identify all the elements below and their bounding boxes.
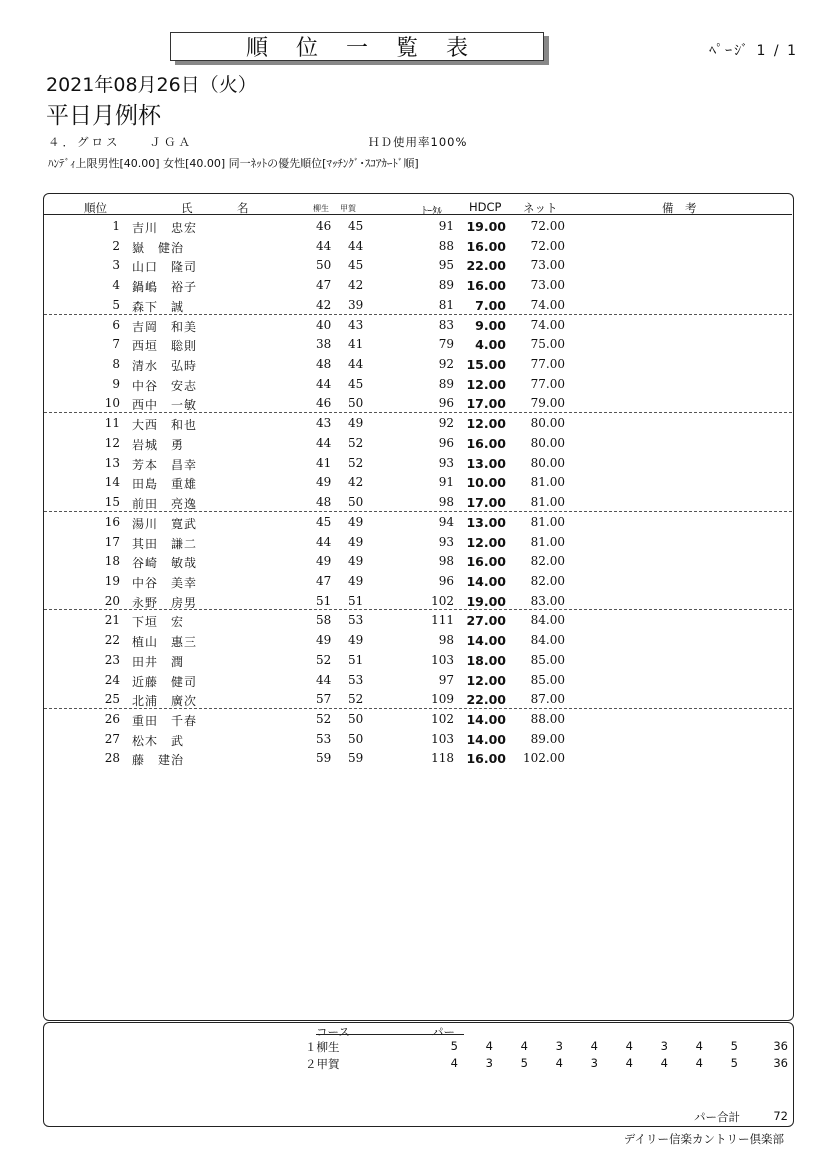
row-total: 96 — [438, 573, 454, 588]
row-hdcp: 18.00 — [466, 652, 506, 668]
row-rank: 18 — [104, 554, 120, 569]
row-name: 吉岡 和美 — [132, 319, 198, 334]
row-net: 75.00 — [530, 337, 565, 352]
row-yagyu-score: 45 — [316, 514, 332, 529]
row-koka-score: 39 — [348, 297, 364, 312]
par-header: パー — [432, 1025, 455, 1039]
row-rank: 10 — [104, 396, 120, 411]
row-rank: 7 — [112, 337, 120, 352]
row-rank: 11 — [104, 416, 120, 431]
table-row — [44, 571, 792, 591]
row-total: 95 — [438, 258, 454, 273]
table-row — [44, 413, 792, 433]
row-total: 92 — [438, 357, 454, 372]
row-name: 鍋嶋 裕子 — [132, 280, 198, 295]
row-hdcp: 12.00 — [466, 416, 506, 432]
row-net: 84.00 — [530, 613, 565, 628]
row-rank: 4 — [112, 278, 120, 293]
table-row — [44, 275, 792, 295]
hole-par: 4 — [555, 1056, 563, 1070]
row-name: 近藤 健司 — [132, 674, 198, 689]
row-total: 103 — [431, 652, 454, 667]
row-yagyu-score: 49 — [316, 554, 332, 569]
row-hdcp: 14.00 — [466, 573, 506, 589]
row-rank: 5 — [112, 297, 120, 312]
col-total-header: ﾄｰﾀﾙ — [422, 206, 442, 217]
row-total: 83 — [438, 317, 454, 332]
table-row — [44, 255, 792, 275]
row-yagyu-score: 57 — [316, 692, 332, 707]
row-rank: 2 — [112, 238, 120, 253]
table-row — [44, 591, 792, 611]
table-row — [44, 433, 792, 453]
row-yagyu-score: 49 — [316, 475, 332, 490]
row-rank: 16 — [104, 514, 120, 529]
hole-par: 4 — [485, 1039, 493, 1053]
row-yagyu-score: 46 — [316, 219, 332, 233]
row-koka-score: 42 — [348, 475, 364, 490]
row-name: 田井 潤 — [132, 654, 185, 669]
row-koka-score: 42 — [348, 278, 364, 293]
row-rank: 15 — [104, 495, 120, 510]
row-total: 102 — [431, 712, 454, 726]
par-total-value: 72 — [773, 1109, 788, 1123]
row-name: 山口 隆司 — [132, 260, 198, 275]
row-name: 岩城 勇 — [132, 437, 185, 452]
row-net: 82.00 — [530, 573, 565, 588]
table-row — [44, 216, 792, 236]
row-rank: 3 — [112, 258, 120, 273]
row-hdcp: 16.00 — [466, 751, 506, 767]
hole-par: 4 — [695, 1039, 703, 1053]
row-name: 湯川 寛武 — [132, 516, 198, 531]
row-net: 80.00 — [530, 435, 565, 450]
col-net-header: ネット — [523, 201, 558, 215]
row-yagyu-score: 52 — [316, 712, 332, 726]
competition-name: 平日月例杯 — [46, 103, 161, 129]
course-header: コース — [316, 1025, 350, 1039]
row-koka-score: 45 — [348, 258, 364, 273]
row-koka-score: 49 — [348, 633, 364, 648]
hole-par: 5 — [450, 1039, 458, 1053]
hole-par: 4 — [695, 1056, 703, 1070]
row-name: 森下 誠 — [132, 299, 185, 314]
row-net: 77.00 — [530, 357, 565, 372]
row-total: 111 — [431, 613, 454, 628]
table-row — [44, 393, 792, 413]
hole-par: 4 — [625, 1039, 633, 1053]
row-yagyu-score: 51 — [316, 593, 332, 608]
row-rank: 27 — [104, 731, 120, 746]
row-hdcp: 13.00 — [466, 514, 506, 530]
row-yagyu-score: 43 — [316, 416, 332, 431]
row-total: 96 — [438, 396, 454, 411]
row-rank: 21 — [104, 613, 120, 628]
hd-usage-rate: ＨＤ使用率100% — [368, 135, 468, 149]
row-yagyu-score: 48 — [316, 495, 332, 510]
course-par-total: 36 — [773, 1056, 788, 1070]
row-koka-score: 49 — [348, 416, 364, 431]
page-number: ﾍﾟｰｼﾞ 1 / 1 — [709, 43, 798, 59]
row-name: 田島 重雄 — [132, 477, 198, 492]
row-rank: 12 — [104, 435, 120, 450]
table-row — [44, 315, 792, 335]
report-title-box — [170, 32, 544, 61]
row-rank: 20 — [104, 593, 120, 608]
hole-par: 4 — [625, 1056, 633, 1070]
row-total: 93 — [438, 455, 454, 470]
row-koka-score: 49 — [348, 514, 364, 529]
row-total: 103 — [431, 731, 454, 746]
row-koka-score: 50 — [348, 712, 364, 726]
row-koka-score: 53 — [348, 672, 364, 687]
table-row — [44, 551, 792, 571]
row-yagyu-score: 44 — [316, 672, 332, 687]
row-name: 松木 武 — [132, 733, 185, 748]
hole-par: 5 — [730, 1039, 738, 1053]
table-row — [44, 630, 792, 650]
col-yagyu-header: 柳生 — [313, 204, 329, 213]
row-hdcp: 19.00 — [466, 219, 506, 234]
row-rank: 6 — [112, 317, 120, 332]
row-net: 80.00 — [530, 455, 565, 470]
row-total: 98 — [438, 633, 454, 648]
row-total: 93 — [438, 534, 454, 549]
table-row — [44, 354, 792, 374]
row-net: 81.00 — [530, 534, 565, 549]
row-yagyu-score: 41 — [316, 455, 332, 470]
row-name: 前田 亮逸 — [132, 497, 198, 512]
hole-par: 5 — [520, 1056, 528, 1070]
course-par-frame — [43, 1022, 794, 1127]
col-name-header-2: 名 — [237, 201, 249, 215]
row-total: 98 — [438, 554, 454, 569]
row-koka-score: 52 — [348, 455, 364, 470]
row-total: 88 — [438, 238, 454, 253]
row-hdcp: 4.00 — [475, 337, 506, 353]
row-koka-score: 49 — [348, 554, 364, 569]
table-row — [44, 236, 792, 256]
row-name: 重田 千春 — [132, 714, 198, 728]
row-net: 87.00 — [530, 692, 565, 707]
table-row — [44, 295, 792, 315]
table-row — [44, 453, 792, 473]
hole-par: 4 — [590, 1039, 598, 1053]
row-koka-score: 45 — [348, 219, 364, 233]
row-hdcp: 22.00 — [466, 692, 506, 708]
table-row — [44, 670, 792, 690]
row-name: 西中 一敏 — [132, 398, 198, 413]
row-hdcp: 12.00 — [466, 672, 506, 688]
row-yagyu-score: 58 — [316, 613, 332, 628]
row-total: 96 — [438, 435, 454, 450]
table-row — [44, 748, 792, 768]
row-hdcp: 9.00 — [475, 317, 506, 333]
row-hdcp: 14.00 — [466, 712, 506, 727]
row-koka-score: 52 — [348, 435, 364, 450]
table-row — [44, 472, 792, 492]
row-total: 91 — [438, 219, 454, 233]
course-par-total: 36 — [773, 1039, 788, 1053]
table-row — [44, 532, 792, 552]
row-net: 85.00 — [530, 652, 565, 667]
row-yagyu-score: 59 — [316, 751, 332, 766]
row-koka-score: 51 — [348, 652, 364, 667]
row-yagyu-score: 47 — [316, 573, 332, 588]
row-net: 73.00 — [530, 278, 565, 293]
row-hdcp: 16.00 — [466, 238, 506, 254]
row-hdcp: 13.00 — [466, 455, 506, 471]
row-total: 89 — [438, 376, 454, 391]
row-name: 芳本 昌幸 — [132, 457, 198, 472]
row-yagyu-score: 48 — [316, 357, 332, 372]
row-total: 89 — [438, 278, 454, 293]
row-name: 嶽 健治 — [132, 240, 185, 255]
row-rank: 23 — [104, 652, 120, 667]
row-koka-score: 44 — [348, 357, 364, 372]
col-koka-header: 甲賀 — [340, 204, 356, 213]
row-net: 88.00 — [530, 712, 565, 726]
row-net: 72.00 — [530, 219, 565, 233]
row-yagyu-score: 44 — [316, 238, 332, 253]
row-rank: 22 — [104, 633, 120, 648]
row-rank: 13 — [104, 455, 120, 470]
row-yagyu-score: 49 — [316, 633, 332, 648]
row-name: 其田 謙二 — [132, 536, 198, 551]
hole-par: 3 — [660, 1039, 668, 1053]
row-hdcp: 27.00 — [466, 613, 506, 629]
row-net: 81.00 — [530, 475, 565, 490]
row-hdcp: 10.00 — [466, 475, 506, 491]
row-name: 永野 房男 — [132, 595, 198, 610]
row-koka-score: 44 — [348, 238, 364, 253]
row-yagyu-score: 46 — [316, 396, 332, 411]
row-yagyu-score: 42 — [316, 297, 332, 312]
row-name: 藤 建治 — [132, 753, 185, 768]
row-total: 98 — [438, 495, 454, 510]
row-net: 72.00 — [530, 238, 565, 253]
col-remarks-header: 備 考 — [662, 201, 697, 215]
row-name: 大西 和也 — [132, 418, 198, 433]
row-koka-score: 53 — [348, 613, 364, 628]
row-hdcp: 16.00 — [466, 278, 506, 294]
row-rank: 17 — [104, 534, 120, 549]
row-name: 吉川 忠宏 — [132, 221, 198, 235]
row-net: 83.00 — [530, 593, 565, 608]
row-net: 89.00 — [530, 731, 565, 746]
table-row — [44, 334, 792, 354]
hole-par: 3 — [485, 1056, 493, 1070]
row-koka-score: 45 — [348, 376, 364, 391]
row-net: 81.00 — [530, 495, 565, 510]
table-row — [44, 512, 792, 532]
hole-par: 5 — [730, 1056, 738, 1070]
row-koka-score: 59 — [348, 751, 364, 766]
row-name: 谷崎 敏哉 — [132, 556, 198, 571]
hole-par: 3 — [555, 1039, 563, 1053]
row-rank: 26 — [104, 712, 120, 726]
par-total-label: パー合計 — [694, 1110, 740, 1124]
row-yagyu-score: 40 — [316, 317, 332, 332]
handicap-note: ﾊﾝﾃﾞｨ上限男性[40.00] 女性[40.00] 同一ﾈｯﾄの優先順位[ﾏｯﾁﾝｸﾞ･ｽｺｱｶｰﾄﾞ順] — [48, 157, 419, 170]
row-net: 80.00 — [530, 416, 565, 431]
table-row — [44, 729, 792, 749]
row-name: 清水 弘時 — [132, 359, 198, 374]
row-total: 109 — [431, 692, 454, 707]
course-name: １柳生 — [305, 1040, 340, 1054]
row-hdcp: 7.00 — [475, 297, 506, 313]
row-yagyu-score: 44 — [316, 534, 332, 549]
row-yagyu-score: 52 — [316, 652, 332, 667]
row-net: 85.00 — [530, 672, 565, 687]
row-hdcp: 17.00 — [466, 396, 506, 412]
hole-par: 4 — [660, 1056, 668, 1070]
row-net: 102.00 — [523, 751, 565, 766]
row-hdcp: 12.00 — [466, 376, 506, 392]
row-total: 91 — [438, 475, 454, 490]
row-hdcp: 15.00 — [466, 357, 506, 373]
table-row — [44, 689, 792, 709]
row-yagyu-score: 47 — [316, 278, 332, 293]
row-yagyu-score: 50 — [316, 258, 332, 273]
row-net: 84.00 — [530, 633, 565, 648]
col-name-header-1: 氏 — [181, 201, 193, 215]
course-name: ２甲賀 — [305, 1057, 340, 1071]
event-date: 2021年08月26日（火） — [46, 74, 257, 96]
row-yagyu-score: 38 — [316, 337, 332, 352]
row-koka-score: 41 — [348, 337, 364, 352]
row-rank: 25 — [104, 692, 120, 707]
table-row — [44, 610, 792, 630]
row-net: 81.00 — [530, 514, 565, 529]
table-row — [44, 374, 792, 394]
hole-par: 4 — [520, 1039, 528, 1053]
row-rank: 28 — [104, 751, 120, 766]
row-koka-score: 50 — [348, 731, 364, 746]
row-koka-score: 51 — [348, 593, 364, 608]
row-hdcp: 14.00 — [466, 731, 506, 747]
course-header-underline — [316, 1034, 464, 1035]
table-row — [44, 650, 792, 670]
row-name: 植山 惠三 — [132, 635, 198, 650]
row-total: 79 — [438, 337, 454, 352]
row-net: 79.00 — [530, 396, 565, 411]
col-rank-header: 順位 — [84, 201, 107, 215]
hole-par: 4 — [450, 1056, 458, 1070]
row-total: 81 — [438, 297, 454, 312]
row-rank: 1 — [112, 219, 120, 233]
row-net: 82.00 — [530, 554, 565, 569]
club-name: デイリー信楽カントリー倶楽部 — [623, 1132, 784, 1146]
row-hdcp: 17.00 — [466, 495, 506, 511]
row-name: 中谷 美幸 — [132, 575, 198, 590]
row-hdcp: 19.00 — [466, 593, 506, 609]
scoring-format: ４．グロス ＪＧＡ — [48, 135, 193, 149]
row-yagyu-score: 44 — [316, 376, 332, 391]
row-koka-score: 49 — [348, 573, 364, 588]
row-total: 92 — [438, 416, 454, 431]
row-name: 中谷 安志 — [132, 378, 198, 393]
row-net: 74.00 — [530, 297, 565, 312]
row-total: 94 — [438, 514, 454, 529]
row-hdcp: 14.00 — [466, 633, 506, 649]
row-net: 74.00 — [530, 317, 565, 332]
col-hdcp-header: HDCP — [469, 200, 502, 214]
row-rank: 24 — [104, 672, 120, 687]
table-row — [44, 492, 792, 512]
row-hdcp: 22.00 — [466, 258, 506, 274]
report-title: 順位一覧表 — [245, 36, 496, 61]
row-name: 下垣 宏 — [132, 615, 185, 630]
row-yagyu-score: 53 — [316, 731, 332, 746]
row-hdcp: 12.00 — [466, 534, 506, 550]
row-yagyu-score: 44 — [316, 435, 332, 450]
row-koka-score: 49 — [348, 534, 364, 549]
row-rank: 9 — [112, 376, 120, 391]
row-rank: 19 — [104, 573, 120, 588]
row-total: 118 — [431, 751, 454, 766]
row-koka-score: 50 — [348, 495, 364, 510]
row-hdcp: 16.00 — [466, 554, 506, 570]
row-name: 北浦 廣次 — [132, 694, 198, 709]
row-koka-score: 50 — [348, 396, 364, 411]
table-row — [44, 709, 792, 729]
row-hdcp: 16.00 — [466, 435, 506, 451]
row-koka-score: 43 — [348, 317, 364, 332]
row-name: 西垣 聡則 — [132, 339, 198, 354]
row-net: 73.00 — [530, 258, 565, 273]
row-rank: 14 — [104, 475, 120, 490]
row-total: 97 — [438, 672, 454, 687]
hole-par: 3 — [590, 1056, 598, 1070]
row-total: 102 — [431, 593, 454, 608]
row-net: 77.00 — [530, 376, 565, 391]
row-rank: 8 — [112, 357, 120, 372]
header-divider — [44, 214, 792, 215]
row-koka-score: 52 — [348, 692, 364, 707]
